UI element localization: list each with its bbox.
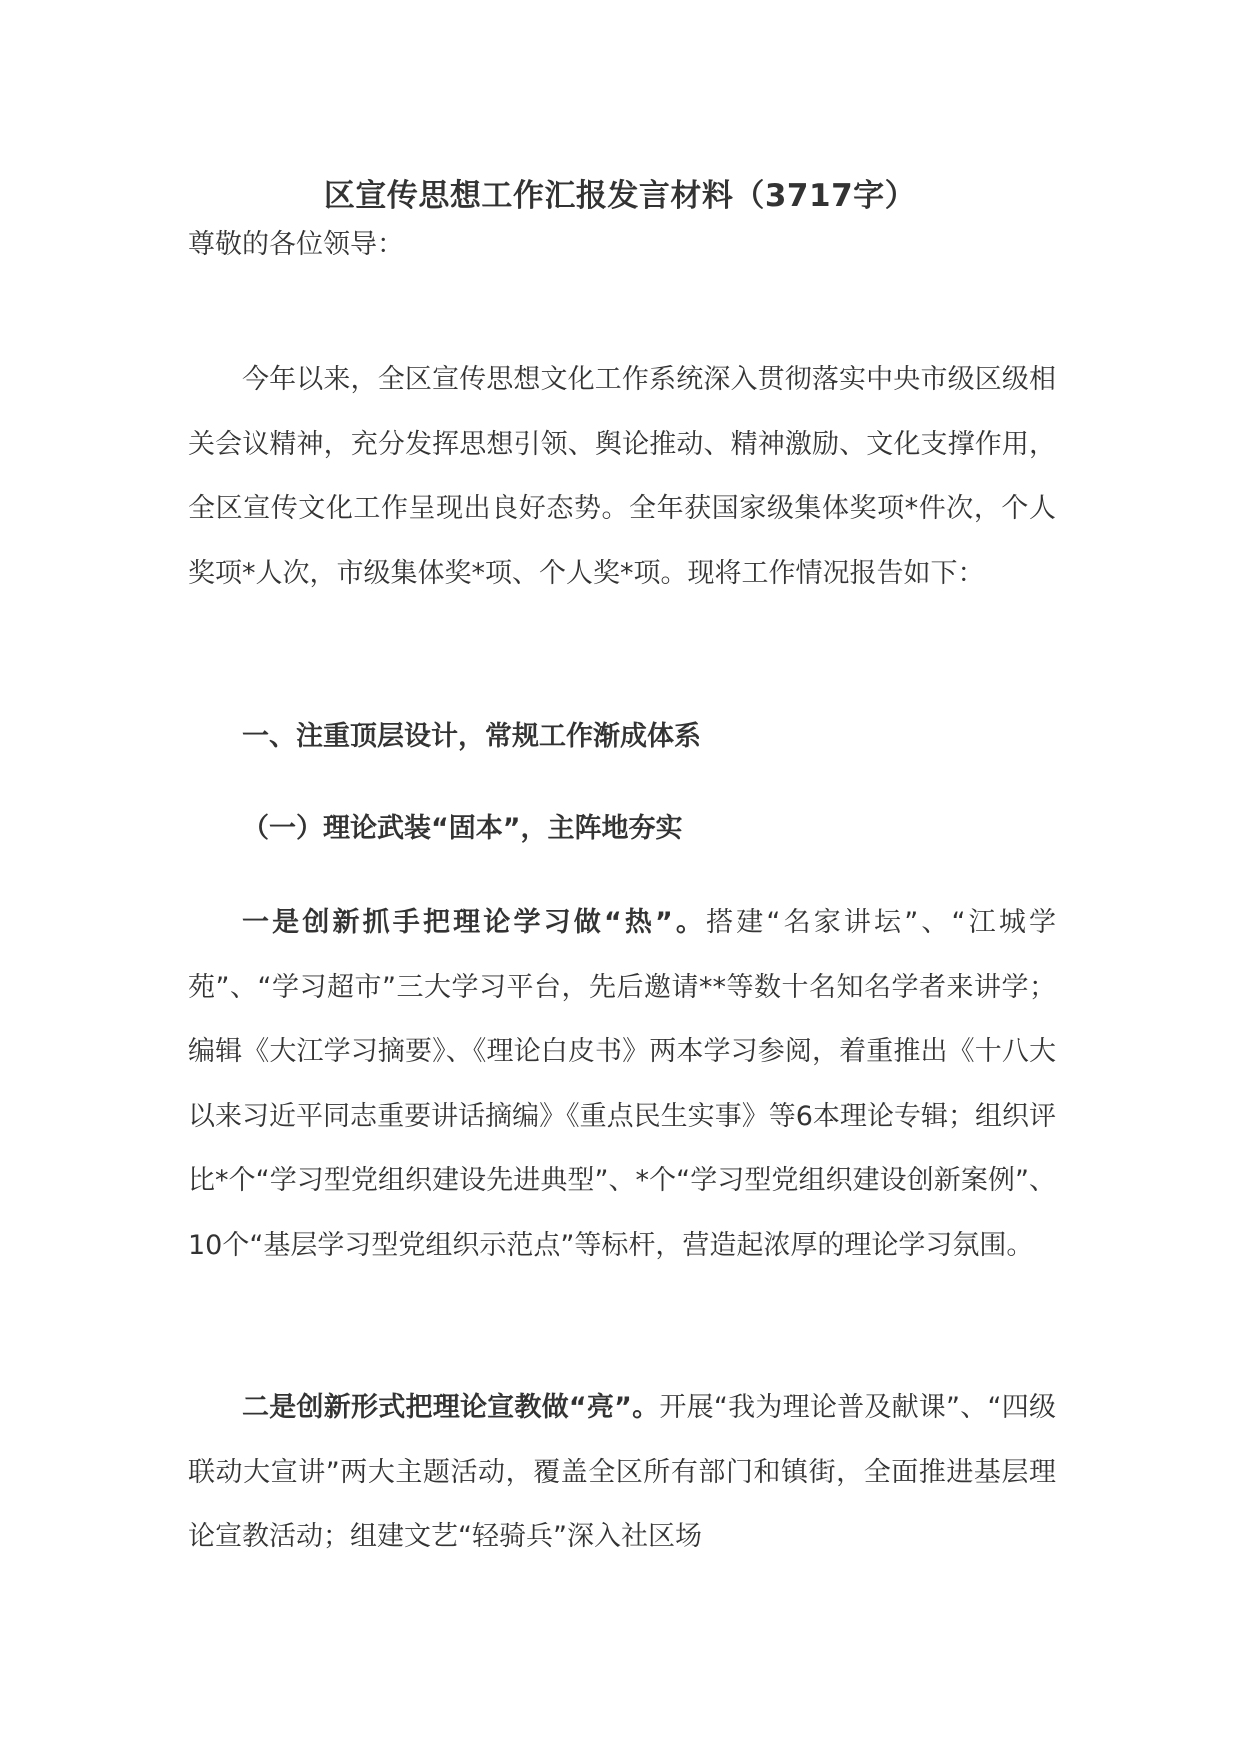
body-paragraph-1 [188, 891, 1056, 1278]
document-title: 区宣传思想工作汇报发言材料（3717字） [323, 178, 917, 214]
paragraph-lead-1: 一是创新抓手把理论学习做“热”。 [242, 907, 707, 938]
intro-paragraph: 今年以来，全区宣传思想文化工作系统深入贯彻落实中央市级区级相关会议精神，充分发挥思想引领、舆论推动、精神激励、文化支撑作用，全区宣传文化工作呈现出良好态势。全年获国家级集体奖项*件次，个人奖项*人次，市级集体奖*项、个人奖*项。现将工作情况报告如下： [188, 364, 1056, 589]
paragraph-body-2: 开展“我为理论普及献课”、“四级联动大宣讲”两大主题活动，覆盖全区所有部门和镇街，全面推进基层理论宣教活动；组建文艺“轻骑兵”深入社区场 [188, 1392, 1056, 1552]
subsection-heading-1: （一）理论武装“固本”，主阵地夯实 [242, 813, 683, 844]
paragraph-lead-2: 二是创新形式把理论宣教做“亮”。 [242, 1392, 660, 1423]
body-paragraph-2 [188, 1376, 1056, 1570]
section-heading-1: 一、注重顶层设计，常规工作渐成体系 [242, 721, 701, 752]
paragraph-body-1: 搭建“名家讲坛”、“江城学苑”、“学习超市”三大学习平台，先后邀请**等数十名知名学者来讲学；编辑《大江学习摘要》、《理论白皮书》两本学习参阅，着重推出《十八大以来习近平同志重要讲话摘编》《重点民生实事》等6本理论专辑；组织评比*个“学习型党组织建设先进典型”、*个“学习型党组织建设创新案例”、10个“基层学习型党组织示范点”等标杆，营造起浓厚的理论学习氛围。 [188, 907, 1056, 1261]
salutation: 尊敬的各位领导： [188, 229, 404, 260]
